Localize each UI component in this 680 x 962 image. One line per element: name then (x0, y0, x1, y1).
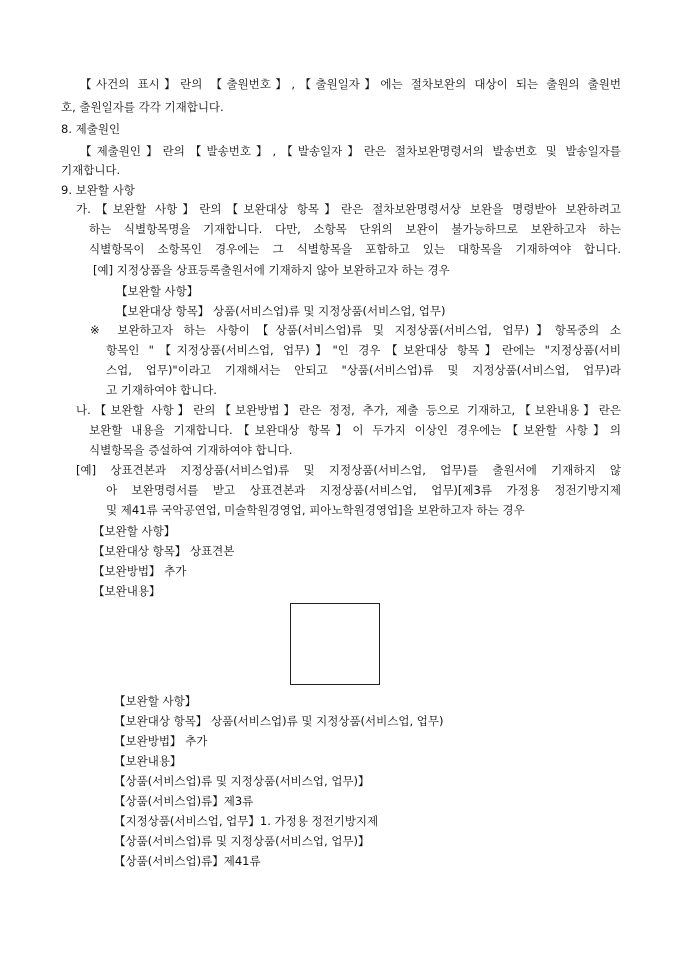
text-line: 하는 식별항목명을 기재합니다. 다만, 소항목 단위의 보완이 불가능하므로 보완하고자 하는 (89, 222, 621, 236)
trademark-sample-box (290, 603, 380, 685)
form-field-label: 【보완내용】 (93, 584, 161, 598)
text-line: 식별항목을 증설하여 기재하여야 합니다. (89, 443, 293, 457)
form-field-label: 【보완대상 항목】 상품(서비스업)류 및 지정상품(서비스업, 업무) (116, 304, 446, 318)
form-field-label: 【보완할 사항】 (93, 524, 176, 538)
section-heading: 8. 제출원인 (61, 122, 121, 136)
text-line: 기재합니다. (61, 163, 121, 177)
note-line: ※ 보완하고자 하는 사항이【상품(서비스업)류 및 지정상품(서비스업, 업무)】항목중의 소 (90, 323, 621, 337)
text-line: 아 보완명령서를 받고 상표견본과 지정상품(서비스업, 업무)[제3류 가정용 정전기방지제 (106, 483, 621, 497)
text-line: 나.【보완할 사항】란의【보완방법】란은 정정, 추가, 제출 등으로 기재하고,【보완내용】란은 (76, 403, 621, 417)
text-line: 【사건의 표시】란의 【출원번호】,【출원일자】에는 절차보완의 대상이 되는 출원의 출원번 (80, 77, 621, 91)
form-field-label: 【지정상품(서비스업, 업무】1. 가정용 정전기방지제 (114, 814, 379, 828)
note-line: 스업, 업무)"이라고 기재해서는 안되고 "상품(서비스업)류 및 지정상품(서비스업, 업무)라 (106, 363, 621, 377)
form-field-label: 【보완방법】 추가 (114, 734, 208, 748)
text-line: 및 제41류 국악공연업, 미술학원경영업, 피아노학원경영업]을 보완하고자 하는 경우 (106, 503, 525, 517)
form-field-label: 【상품(서비스업)류】제3류 (114, 794, 254, 808)
form-field-label: 【상품(서비스업)류 및 지정상품(서비스업, 업무)】 (114, 834, 370, 848)
form-field-label: 【보완대상 항목】 상표견본 (93, 544, 235, 558)
text-line: 호, 출원일자를 각각 기재합니다. (61, 100, 224, 114)
text-line: 가.【보완할 사항】란의【보완대상 항목】란은 절차보완명령서상 보완을 명령받아 보완하려고 (76, 202, 621, 216)
form-field-label: 【상품(서비스업)류 및 지정상품(서비스업, 업무)】 (114, 774, 370, 788)
form-field-label: 【상품(서비스업)류】제41류 (114, 854, 261, 868)
form-field-label: 【보완내용】 (114, 754, 182, 768)
text-line: 【제출원인】란의【발송번호】,【발송일자】란은 절차보완명령서의 발송번호 및 발송일자를 (80, 144, 621, 158)
section-heading: 9. 보완할 사항 (61, 183, 135, 197)
form-field-label: 【보완할 사항】 (116, 284, 199, 298)
note-line: 항목인 "【지정상품(서비스업, 업무)】"인 경우【보완대상 항목】란에는 "지정상품(서비 (106, 343, 621, 357)
example-heading: [예] 상표견본과 지정상품(서비스업)류 및 지정상품(서비스업, 업무)를 출원서에 기재하지 않 (76, 463, 621, 477)
form-field-label: 【보완방법】 추가 (93, 564, 187, 578)
note-line: 고 기재하여야 합니다. (106, 383, 217, 397)
text-line: 식별항목이 소항목인 경우에는 그 식별항목을 포함하고 있는 대항목을 기재하여야 합니다. (89, 242, 621, 256)
form-field-label: 【보완할 사항】 (114, 694, 197, 708)
example-heading: [예] 지정상품을 상표등록출원서에 기재하지 않아 보완하고자 하는 경우 (93, 263, 450, 277)
form-field-label: 【보완대상 항목】 상품(서비스업)류 및 지정상품(서비스업, 업무) (114, 714, 444, 728)
text-line: 보완할 내용을 기재합니다.【보완대상 항목】이 두가지 이상인 경우에는【보완할 사항】의 (89, 423, 621, 437)
